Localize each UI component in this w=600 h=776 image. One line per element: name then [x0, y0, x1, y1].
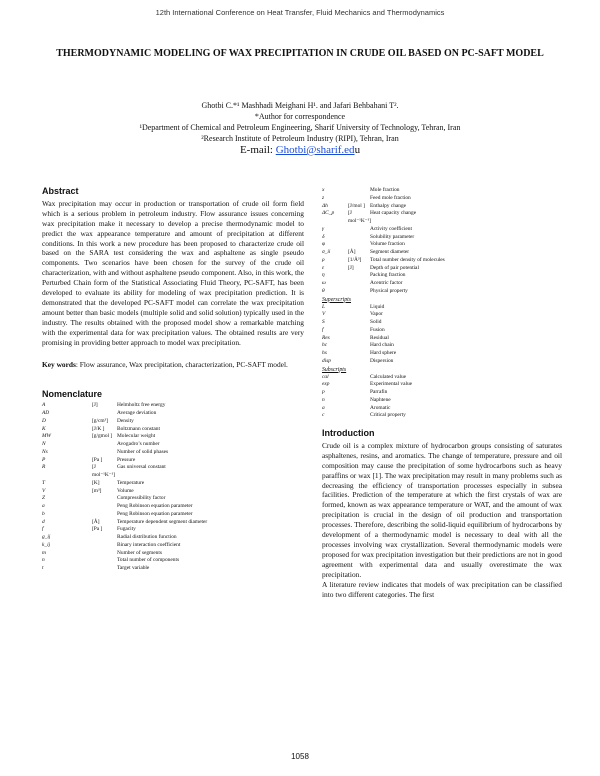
email-tail: u [354, 144, 361, 156]
description: Aromatic [370, 404, 391, 411]
nomenclature-row [322, 374, 562, 382]
keywords-text: : Flow assurance, Wax precipitation, characterization, PC-SAFT model. [75, 359, 288, 369]
description: Temperature [117, 479, 145, 486]
symbol: δ [322, 233, 325, 240]
symbol: b [42, 510, 45, 517]
description: Radial distribution function [117, 534, 177, 541]
nomenclature-row [322, 311, 562, 319]
nomenclature-row [42, 480, 304, 488]
description: Solid [370, 319, 382, 325]
description: Boltzmann constant [117, 425, 160, 432]
nomenclature-row [322, 381, 562, 389]
unit: [m³] [92, 487, 102, 494]
symbol: Ns [42, 448, 48, 455]
introduction-heading: Introduction [322, 428, 375, 438]
symbol: hs [322, 350, 327, 356]
unit [92, 503, 117, 511]
introduction-paragraph-2: A literature review indicates that models of wax precipitation can be classified into two different categories. The first [322, 579, 562, 599]
nomenclature-row [322, 241, 562, 249]
unit [92, 557, 117, 565]
description: Acentric factor [370, 280, 403, 286]
nomenclature-row [322, 405, 562, 413]
description: Total number density of molecules [370, 256, 445, 263]
description: Vapor [370, 311, 383, 318]
subscripts-list [322, 374, 562, 421]
subscripts-heading: Subscripts [322, 366, 347, 373]
description: Compressibility factor [117, 495, 166, 502]
nomenclature-row [322, 187, 562, 195]
unit: [J] [348, 264, 354, 271]
description: Physical property [370, 287, 408, 294]
description: Target variable [117, 565, 150, 572]
symbol: disp [322, 357, 331, 364]
nomenclature-row [42, 495, 304, 503]
nomenclature-row [322, 234, 562, 242]
symbol: R [42, 464, 46, 471]
unit [92, 441, 117, 449]
description: Number of segments [117, 549, 162, 556]
unit: [g/gmol ] [92, 433, 113, 440]
spacer [348, 397, 370, 405]
symbol: a [42, 503, 45, 510]
symbol: exp [322, 381, 330, 388]
spacer [348, 412, 370, 420]
symbol: D [42, 417, 46, 424]
unit: [J mol⁻¹K⁻¹] [348, 210, 371, 224]
unit [348, 280, 370, 288]
unit [348, 226, 370, 234]
nomenclature-row [322, 226, 562, 234]
symbol: N [42, 441, 46, 448]
nomenclature-row [322, 203, 562, 211]
symbol: φ [322, 241, 325, 248]
symbol: p [322, 389, 325, 395]
description: Mole fraction [370, 187, 400, 193]
symbol: t [42, 565, 44, 572]
description: Packing fraction [370, 272, 406, 279]
description: Enthalpy change [370, 202, 407, 209]
description: Peng Robinson equation parameter [117, 510, 193, 517]
description: Peng Robinson equation parameter [117, 503, 193, 510]
keywords [42, 360, 304, 370]
description: Fusion [370, 326, 385, 333]
description: Depth of pair potential [370, 264, 419, 271]
keywords-label: Key words [42, 359, 76, 369]
spacer [348, 304, 370, 312]
unit: [J mol⁻¹K⁻¹] [92, 464, 115, 479]
description: Solubility parameter [370, 233, 415, 240]
unit [92, 534, 117, 542]
correspondence-note: *Author for correspondence [254, 112, 346, 121]
symbol: MW [42, 433, 51, 440]
symbol: k_ij [42, 541, 51, 548]
symbol: x [322, 187, 325, 193]
nomenclature-row [42, 542, 304, 550]
conference-header: 12th International Conference on Heat Transfer, Fluid Mechanics and Thermodynamics [155, 8, 445, 17]
unit [92, 495, 117, 503]
unit [348, 234, 370, 242]
symbol: d [42, 518, 45, 525]
description: Liquid [370, 303, 385, 310]
nomenclature-row [42, 526, 304, 534]
nomenclature-row [42, 488, 304, 496]
spacer [348, 335, 370, 343]
symbol: T [42, 479, 45, 486]
description: Number of solid phases [117, 448, 169, 455]
symbol: n [42, 557, 45, 564]
unit [92, 511, 117, 519]
nomenclature-row [42, 402, 304, 410]
symbol: z [322, 194, 325, 201]
nomenclature-row [322, 280, 562, 288]
unit [92, 410, 117, 418]
nomenclature-row [42, 410, 304, 418]
superscripts-list [322, 304, 562, 366]
nomenclature-row [42, 426, 304, 434]
description: Average deviation [117, 410, 157, 417]
symbol: σ_ii [322, 249, 331, 255]
unit [348, 187, 370, 195]
introduction-paragraph-1: Crude oil is a complex mixture of hydrocarbon groups consisting of saturates asphaltenes, resins, and aromatics. The change of temperature, pressure and oil composition may cause the precipitation of some hydrocarbons such as heavy paraffins or wax [1]. The wax precipitation may result in many problems such as decreasing the efficiency of transportation processes especially in subsea facilities. Prediction of the temperature at which the first crystals of wax are formed, known as wax appearance temperature or WAT, and the amount of wax precipitation is crucial in the design of oil production and transportation processes. Therefore, describing the solid-liquid equilibrium of hydrocarbons by development of a thermodynamic model is necessary to deal with all the processes involving wax crystallization. Several thermodynamic models were proposed for wax precipitation investigation but their predictions are not in good agreement with experimental data and usually overestimate the wax precipitation. [322, 440, 562, 579]
nomenclature-row [322, 397, 562, 405]
email-link[interactable]: Ghotbi@sharif.ed [275, 144, 355, 156]
spacer [348, 358, 370, 366]
symbol: c [322, 412, 325, 419]
symbol: g_ij [42, 534, 51, 541]
spacer [348, 319, 370, 327]
affiliation-2: ²Research Institute of Petroleum Industry (RIPI), Tehran, Iran [201, 134, 399, 143]
spacer [348, 405, 370, 413]
spacer [348, 311, 370, 319]
nomenclature-row [42, 418, 304, 426]
symbol: AD [42, 410, 50, 417]
description: Binary interaction coefficient [117, 541, 181, 548]
nomenclature-row [322, 358, 562, 366]
email-line [60, 144, 540, 157]
nomenclature-continued [322, 187, 562, 296]
nomenclature-row [42, 511, 304, 519]
email-label: E-mail: [239, 144, 276, 156]
unit [92, 449, 117, 457]
unit: [g/cm³] [92, 417, 108, 424]
nomenclature-row [42, 457, 304, 465]
page-number: 1058 [291, 752, 309, 761]
unit: [J] [92, 402, 98, 409]
unit [92, 542, 117, 550]
unit: [K] [92, 479, 100, 486]
description: Naphtene [370, 396, 391, 403]
nomenclature-row [42, 433, 304, 441]
spacer [348, 374, 370, 382]
spacer [348, 381, 370, 389]
description: Helmholtz free energy [117, 402, 166, 409]
description: Volume [117, 487, 134, 494]
nomenclature-row [322, 304, 562, 312]
unit: [J/K ] [92, 425, 105, 432]
affiliation-1: ¹Department of Chemical and Petroleum Engineering, Sharif University of Technology, Tehran, Iran [139, 123, 461, 132]
description: Density [117, 417, 134, 424]
spacer [348, 389, 370, 397]
description: Residual [370, 334, 389, 341]
nomenclature-row [42, 534, 304, 542]
description: Hard sphere [370, 350, 397, 356]
unit [348, 195, 370, 203]
nomenclature-row [42, 503, 304, 511]
spacer [348, 342, 370, 350]
nomenclature-row [322, 350, 562, 358]
symbol: θ [322, 287, 325, 294]
nomenclature-row [42, 519, 304, 527]
symbol: L [322, 303, 325, 310]
symbol: S [322, 319, 325, 325]
symbol: η [322, 272, 325, 279]
unit [92, 550, 117, 558]
nomenclature-row [322, 412, 562, 420]
nomenclature-heading: Nomenclature [42, 389, 103, 400]
nomenclature-row [322, 210, 562, 226]
unit: [Pa ] [92, 526, 103, 533]
unit: [Pa ] [92, 456, 103, 463]
description: Calculated value [370, 373, 407, 380]
description: Gas universal constant [117, 464, 166, 471]
symbol: ΔC_p [322, 210, 335, 217]
description: Critical property [370, 412, 406, 419]
nomenclature-row [42, 441, 304, 449]
unit [348, 241, 370, 249]
nomenclature-row [42, 464, 304, 480]
nomenclature-table [42, 402, 304, 573]
unit: [Å] [348, 249, 356, 255]
symbol: ω [322, 280, 326, 286]
right-column [322, 187, 562, 599]
superscripts-heading: Superscripts [322, 296, 351, 303]
nomenclature-row [42, 449, 304, 457]
nomenclature-row [42, 557, 304, 565]
symbol: V [42, 487, 46, 494]
symbol: V [322, 311, 326, 318]
description: Experimental value [370, 381, 413, 388]
symbol: ε [322, 264, 325, 271]
symbol: γ [322, 225, 325, 232]
abstract-text: Wax precipitation may occur in production or transportation of crude oil form field which is a serious problem in petroleum industry. Flow assurance issues concerning wax precipitation make it necessary to develop a precise thermodynamic model to predict the wax appearance temperature and amount of precipitation at different conditions. In this work a new procedure has been proposed to characterize crude oil based on the SARA test considering the wax and asphaltene as single pseudo components. Two scenarios have been chosen for the survey of the crude oil characterization, with and without asphaltene pseudo component. Also, in this work, the Perturbed Chain form of the Statistical Associating Fluid Theory, PC-SAFT, has been developed to evaluate its ability for modeling of wax precipitation prediction. It is demonstrated that the developed PC-SAFT model can correlate the wax precipitation amount better than basic models (multiple solid and solid solution) typically used in the industry. The results obtained with the proposed model show a remarkable matching with the experimental data for wax precipitation values. The obtained results are very promising in providing better approach to model wax precipitation. [42, 198, 304, 347]
description: Segment diameter [370, 249, 410, 255]
symbol: n [322, 396, 325, 403]
nomenclature-row [42, 565, 304, 573]
symbol: f [42, 526, 44, 533]
symbol: f [322, 326, 324, 333]
description: Fugacity [117, 526, 136, 533]
unit [348, 288, 370, 296]
symbol: Res [322, 334, 330, 341]
unit: [1/Å³] [348, 256, 362, 263]
abstract-heading: Abstract [42, 186, 79, 196]
description: Molecular weight [117, 433, 156, 440]
symbol: hc [322, 342, 328, 349]
nomenclature-row [322, 195, 562, 203]
symbol: A [42, 402, 46, 409]
author-block [60, 100, 540, 157]
nomenclature-row [322, 389, 562, 397]
spacer [348, 350, 370, 358]
nomenclature-row [322, 335, 562, 343]
description: Temperature dependent segment diameter [117, 518, 208, 525]
nomenclature-row [322, 342, 562, 350]
unit [92, 565, 117, 573]
description: Feed mole fraction [370, 194, 411, 201]
description: Heat capacity change [370, 210, 417, 217]
description: Pressure [117, 456, 136, 463]
description: Hard chain [370, 342, 394, 349]
authors-line: Ghotbi C.*¹ Mashhadi Meighani H¹. and Jafari Behbahani T². [201, 101, 399, 110]
nomenclature-row [322, 265, 562, 273]
symbol: a [322, 404, 325, 411]
symbol: cal [322, 373, 329, 380]
symbol: ρ [322, 256, 325, 263]
symbol: Z [42, 495, 45, 502]
symbol: P [42, 456, 46, 463]
unit: [Å] [92, 518, 100, 525]
description: Total number of components [117, 557, 180, 564]
description: Volume fraction [370, 241, 405, 248]
description: Avogadro’s number [117, 441, 160, 448]
nomenclature-row [322, 319, 562, 327]
nomenclature-row [322, 288, 562, 296]
unit [348, 272, 370, 280]
paper-title: THERMODYNAMIC MODELING OF WAX PRECIPITATION IN CRUDE OIL BASED ON PC-SAFT MODEL [56, 48, 544, 59]
left-column [42, 187, 304, 573]
symbol: m [42, 549, 46, 556]
symbol: Δh [322, 202, 328, 209]
nomenclature-row [322, 257, 562, 265]
description: Activity coefficient [370, 225, 412, 232]
spacer [348, 327, 370, 335]
nomenclature-row [322, 249, 562, 257]
description: Dispersion [370, 357, 394, 364]
nomenclature-row [322, 327, 562, 335]
unit: [J/mol ] [348, 202, 365, 209]
description: Parrafin [370, 389, 388, 395]
nomenclature-row [322, 272, 562, 280]
symbol: K [42, 425, 46, 432]
